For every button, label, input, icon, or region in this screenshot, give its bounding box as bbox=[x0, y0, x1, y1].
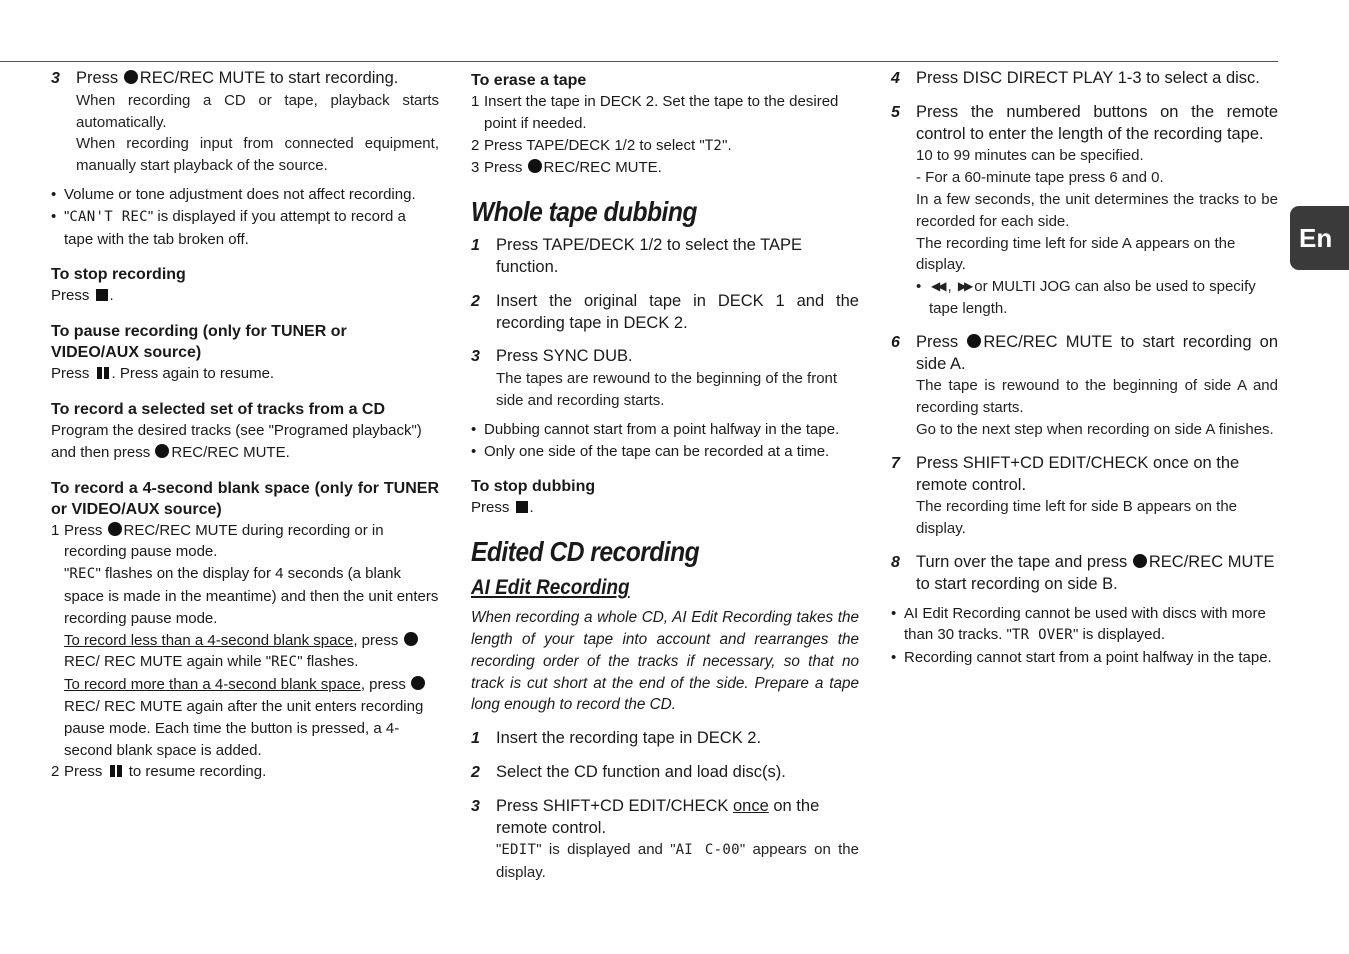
numbered-item: 2 Press TAPE/DECK 1/2 to select "T2". bbox=[471, 136, 732, 154]
step-2: 2 Insert the original tape in DECK 1 and the recording tape in DECK 2. bbox=[471, 291, 859, 332]
bullet-item: • ◀◀ , ▶▶ or MULTI JOG can also be used to specify tape length. bbox=[916, 276, 1278, 320]
numbered-item: 1 Press REC/REC MUTE during recording or in recording pause mode. "REC" flashes on the display for 4 seconds (a blank space is made in the meantime) and then the unit enters recording pause mode. To record less than a 4-second blank space, press REC/ REC MUTE again while "REC" flashes. To record more than a 4-second blank space, press REC/ REC MUTE again after the unit enters recording pause mode. Each time the button is pressed, a 4-second blank space is added. bbox=[51, 521, 439, 759]
column-right bbox=[891, 68, 1278, 669]
section-heading: To erase a tape bbox=[471, 72, 587, 89]
subsection-title: AI Edit Recording bbox=[471, 576, 630, 600]
step-3 bbox=[51, 68, 439, 177]
numbered-item: 3 Press REC/REC MUTE. bbox=[471, 159, 662, 177]
fast-forward-icon: ▶▶ bbox=[957, 279, 971, 294]
section-title: Edited CD recording bbox=[471, 536, 700, 568]
bullet-item: • "CAN'T REC" is displayed if you attempt to record a tape with the tab broken off. bbox=[51, 206, 439, 251]
display-text: REC bbox=[271, 654, 298, 671]
section-heading: To stop recording bbox=[51, 266, 186, 284]
stop-icon bbox=[516, 501, 528, 513]
stop-icon bbox=[96, 289, 108, 301]
section-title: Whole tape dubbing bbox=[471, 196, 697, 228]
bullet-item: • Recording cannot start from a point halfway in the tape. bbox=[891, 647, 1278, 669]
step-sub: When recording input from connected equipment, manually start playback of the source. bbox=[76, 135, 439, 175]
paragraph: Press . Press again to resume. bbox=[51, 365, 275, 383]
record-dot-icon bbox=[108, 522, 122, 536]
step-8: 8 Turn over the tape and press REC/REC MUTE to start recording on side B. bbox=[891, 552, 1275, 593]
step-1: 1 Insert the recording tape in DECK 2. bbox=[471, 729, 762, 748]
display-text: AI C-00 bbox=[675, 842, 740, 859]
record-dot-icon bbox=[124, 70, 138, 84]
pause-icon bbox=[109, 765, 123, 777]
paragraph: Press . bbox=[51, 287, 114, 305]
paragraph: Program the desired tracks (see "Programed playback") and then press REC/REC MUTE. bbox=[51, 421, 422, 461]
paragraph: Press . bbox=[471, 499, 534, 517]
step-1: 1 Press TAPE/DECK 1/2 to select the TAPE function. bbox=[471, 236, 802, 276]
record-dot-icon bbox=[528, 159, 542, 173]
section-heading: To record a selected set of tracks from a CD bbox=[51, 400, 386, 418]
record-dot-icon bbox=[155, 444, 169, 458]
numbered-item: 2 Press to resume recording. bbox=[51, 763, 267, 781]
record-dot-icon bbox=[967, 334, 981, 348]
numbered-item: 1 Insert the tape in DECK 2. Set the tape to the desired point if needed. bbox=[471, 93, 839, 132]
step-6: 6 Press REC/REC MUTE to start recording on side A. The tape is rewound to the beginning of side A and recording starts. Go to the next step when recording on side A finishes. bbox=[891, 332, 1278, 438]
bullet-item: • Only one side of the tape can be recorded at a time. bbox=[471, 441, 859, 463]
header-rule bbox=[0, 61, 1278, 62]
step-main: Press REC/REC MUTE to start recording. bbox=[76, 69, 399, 87]
display-text: EDIT bbox=[501, 842, 537, 859]
column-left bbox=[51, 68, 439, 783]
section-heading: To record a 4-second blank space (only for TUNER or VIDEO/AUX source) bbox=[51, 479, 439, 518]
display-text: T2 bbox=[704, 137, 723, 154]
record-dot-icon bbox=[411, 676, 425, 690]
section-heading: To pause recording (only for TUNER or VIDEO/AUX source) bbox=[51, 323, 347, 362]
step-5: 5 Press the numbered buttons on the remote control to enter the length of the recording tape. 10 to 99 minutes can be specified. - For a 60-minute tape press 6 and 0. In a few seconds, the unit determines the tracks to be recorded for each side. The recording time left for side A appears on the display. • ◀◀ , ▶▶ or MULTI JOG can also be used to specify tape length. bbox=[891, 102, 1278, 320]
record-dot-icon bbox=[1133, 554, 1147, 568]
step-2: 2 Select the CD function and load disc(s). bbox=[471, 762, 786, 781]
rewind-icon: ◀◀ bbox=[931, 279, 944, 294]
step-3: 3 Press SYNC DUB. The tapes are rewound to the beginning of the front side and recording starts. bbox=[471, 347, 838, 409]
bullet-item: • Volume or tone adjustment does not affect recording. bbox=[51, 184, 439, 206]
language-tab: En bbox=[1290, 206, 1349, 270]
bullet-item: • AI Edit Recording cannot be used with discs with more than 30 tracks. "TR OVER" is displayed. bbox=[891, 603, 1278, 648]
intro-paragraph: When recording a whole CD, AI Edit Recording takes the length of your tape into account and rearranges the recording order of the tracks if necessary, so that no track is cut short at the end of the side. Prepare a tape long enough to record the CD. bbox=[471, 609, 859, 714]
step-3: 3 Press SHIFT+CD EDIT/CHECK once on the remote control. "EDIT" is displayed and "AI C-00" appears on the display. bbox=[471, 796, 859, 882]
bullet-item: • Dubbing cannot start from a point halfway in the tape. bbox=[471, 419, 859, 441]
record-dot-icon bbox=[404, 632, 418, 646]
step-sub: When recording a CD or tape, playback starts automatically. bbox=[76, 91, 439, 131]
pause-icon bbox=[96, 367, 110, 379]
step-4: 4 Press DISC DIRECT PLAY 1-3 to select a disc. bbox=[891, 69, 1260, 87]
display-text: TR OVER bbox=[1011, 627, 1073, 644]
step-number: 3 bbox=[51, 70, 60, 87]
step-7: 7 Press SHIFT+CD EDIT/CHECK once on the remote control. The recording time left for side B appears on the display. bbox=[891, 453, 1240, 538]
display-text: REC bbox=[69, 566, 96, 583]
section-heading: To stop dubbing bbox=[471, 478, 596, 496]
display-text: CAN'T REC bbox=[69, 208, 148, 225]
column-middle bbox=[471, 68, 859, 884]
